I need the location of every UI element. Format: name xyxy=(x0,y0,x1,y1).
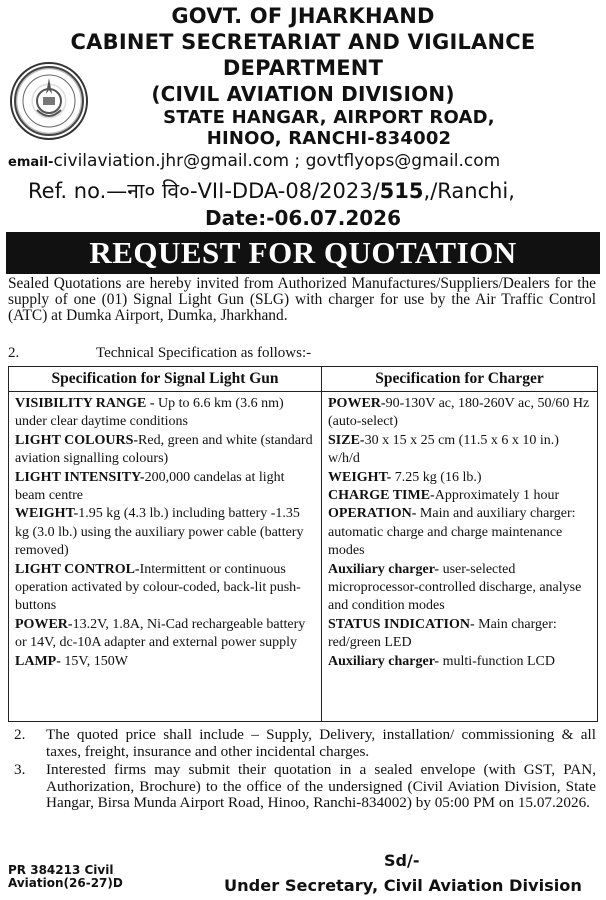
spec-key: POWER- xyxy=(15,616,73,632)
spec-key: POWER- xyxy=(328,396,386,411)
spec-key: Auxiliary charger- xyxy=(328,561,440,577)
spec-item xyxy=(328,487,593,505)
clause-text: Interested firms may submit their quotation in a sealed envelope (with GST, PAN, Authorization, Brochure) to the office of the undersigned (Civil Aviation Division, State Hangar, Birsa Munda Airport Road, Hinoo, Ranchi-834002) by 05:00 PM on 15.07.2026. xyxy=(46,761,596,812)
spec-value: Main and auxiliary charger: automatic charge and charge maintenance modes xyxy=(328,506,576,559)
spec-key: OPERATION- xyxy=(328,506,417,522)
intro-paragraph: Sealed Quotations are hereby invited from Authorized Manufactures/Suppliers/Dealers for the supply of one (01) Signal Light Gun (SLG) with charger for use by the Air Traffic Control (ATC) at Dumka Airport, Dumka, Jharkhand. xyxy=(8,275,596,324)
email-label: email- xyxy=(8,155,54,170)
tech-spec-heading xyxy=(8,345,311,362)
notice-title: REQUEST FOR QUOTATION xyxy=(6,232,600,274)
header-department-cont: DEPARTMENT xyxy=(222,56,384,80)
spec-value: 1.95 kg (4.3 lb.) including battery -1.35 kg (3.0 lb.) using the auxiliary power cable (battery removed) xyxy=(15,506,304,559)
spec-value: 7.25 kg (16 lb.) xyxy=(391,469,482,485)
spec-item xyxy=(328,469,593,487)
spec-key: WEIGHT- xyxy=(15,506,79,522)
clause-number: 3. xyxy=(14,761,26,779)
email-addresses[interactable]: civilaviation.jhr@gmail.com ; govtflyops@gmail.com xyxy=(53,151,501,171)
terms-clauses xyxy=(8,727,596,814)
header-govt: GOVT. OF JHARKHAND xyxy=(171,4,435,28)
spec-key: LIGHT INTENSITY- xyxy=(15,469,145,485)
spec-value: 15V, 150W xyxy=(60,653,128,669)
spec-header-charger: Specification for Charger xyxy=(322,367,597,392)
spec-key: CHARGE TIME- xyxy=(328,488,435,504)
ref-hindi: ना० वि० xyxy=(127,179,190,203)
spec-header-gun: Specification for Signal Light Gun xyxy=(9,367,321,392)
spec-column-charger xyxy=(322,367,597,721)
spec-value: Intermittent or continuous operation activated by colour-coded, back-lit push-buttons xyxy=(15,561,301,614)
notice-date: Date:-06.07.2026 xyxy=(204,206,402,230)
spec-item xyxy=(15,395,317,432)
clause-number: 2. xyxy=(14,726,26,743)
spec-item xyxy=(15,469,317,506)
spec-key: WEIGHT- xyxy=(328,469,392,485)
spec-item xyxy=(15,653,317,671)
spec-key: LIGHT CONTROL- xyxy=(15,561,140,577)
spec-key: VISIBILITY RANGE - xyxy=(15,396,155,411)
header-address-1: STATE HANGAR, AIRPORT ROAD, xyxy=(163,107,495,128)
spec-key: LIGHT COLOURS- xyxy=(15,432,139,448)
spec-item xyxy=(328,561,593,616)
reference-number xyxy=(28,177,515,205)
spec-item xyxy=(15,432,317,469)
spec-value: user-selected microprocessor-controlled discharge, analyse and condition modes xyxy=(328,561,582,614)
spec-column-gun xyxy=(9,367,322,721)
spec-value: Main charger: red/green LED xyxy=(328,616,557,651)
spec-value: 200,000 candelas at light beam centre xyxy=(15,469,285,504)
spec-list-gun xyxy=(9,392,321,671)
spec-item xyxy=(328,653,593,671)
signed-mark: Sd/- xyxy=(384,851,420,870)
spec-item xyxy=(328,505,593,560)
ref-suffix: ,/Ranchi, xyxy=(423,179,515,203)
spec-item xyxy=(15,505,317,560)
header-address-2: HINOO, RANCHI-834002 xyxy=(206,128,452,149)
spec-item xyxy=(328,616,593,653)
spec-item xyxy=(15,616,317,653)
spec-item xyxy=(328,395,593,432)
header-division: (CIVIL AVIATION DIVISION) xyxy=(151,82,455,106)
email-line xyxy=(8,151,500,171)
tech-spec-number: 2. xyxy=(8,345,20,361)
clause-submission xyxy=(8,762,596,812)
ref-code: -VII-DDA-08/2023/ xyxy=(189,179,380,203)
spec-value: multi-function LCD xyxy=(439,653,555,669)
spec-item xyxy=(15,561,317,616)
spec-value: 30 x 15 x 25 cm (11.5 x 6 x 10 in.) w/h/d xyxy=(328,432,559,467)
header-department: CABINET SECRETARIAT AND VIGILANCE xyxy=(70,30,536,54)
clause-text: The quoted price shall include – Supply, Delivery, installation/ commissioning & all taxes, freight, insurance and other incidental charges. xyxy=(46,726,596,760)
spec-value: Up to 6.6 km (3.6 nm) under clear daytime conditions xyxy=(15,396,284,430)
spec-key: SIZE- xyxy=(328,432,365,448)
spec-table xyxy=(8,366,598,722)
spec-list-charger xyxy=(322,392,597,671)
spec-key: STATUS INDICATION- xyxy=(328,616,475,632)
ref-prefix: Ref. no.— xyxy=(28,179,128,203)
spec-value: 13.2V, 1.8A, Ni-Cad rechargeable battery or 14V, dc-10A adapter and external power supply xyxy=(15,616,306,651)
signatory: Under Secretary, Civil Aviation Division xyxy=(224,876,582,895)
tech-spec-text: Technical Specification as follows:- xyxy=(96,345,312,361)
spec-value: Approximately 1 hour xyxy=(434,488,560,504)
spec-value: 90-130V ac, 180-260V ac, 50/60 Hz (auto-select) xyxy=(328,396,590,430)
pr-number: PR 384213 Civil Aviation(26-27)D xyxy=(8,863,123,890)
clause-price xyxy=(8,727,596,760)
spec-key: Auxiliary charger- xyxy=(328,653,440,669)
ref-number: 515 xyxy=(379,179,424,203)
spec-item xyxy=(328,432,593,469)
spec-key: LAMP- xyxy=(15,653,61,669)
spec-value: Red, green and white (standard aviation signalling colours) xyxy=(15,432,313,467)
